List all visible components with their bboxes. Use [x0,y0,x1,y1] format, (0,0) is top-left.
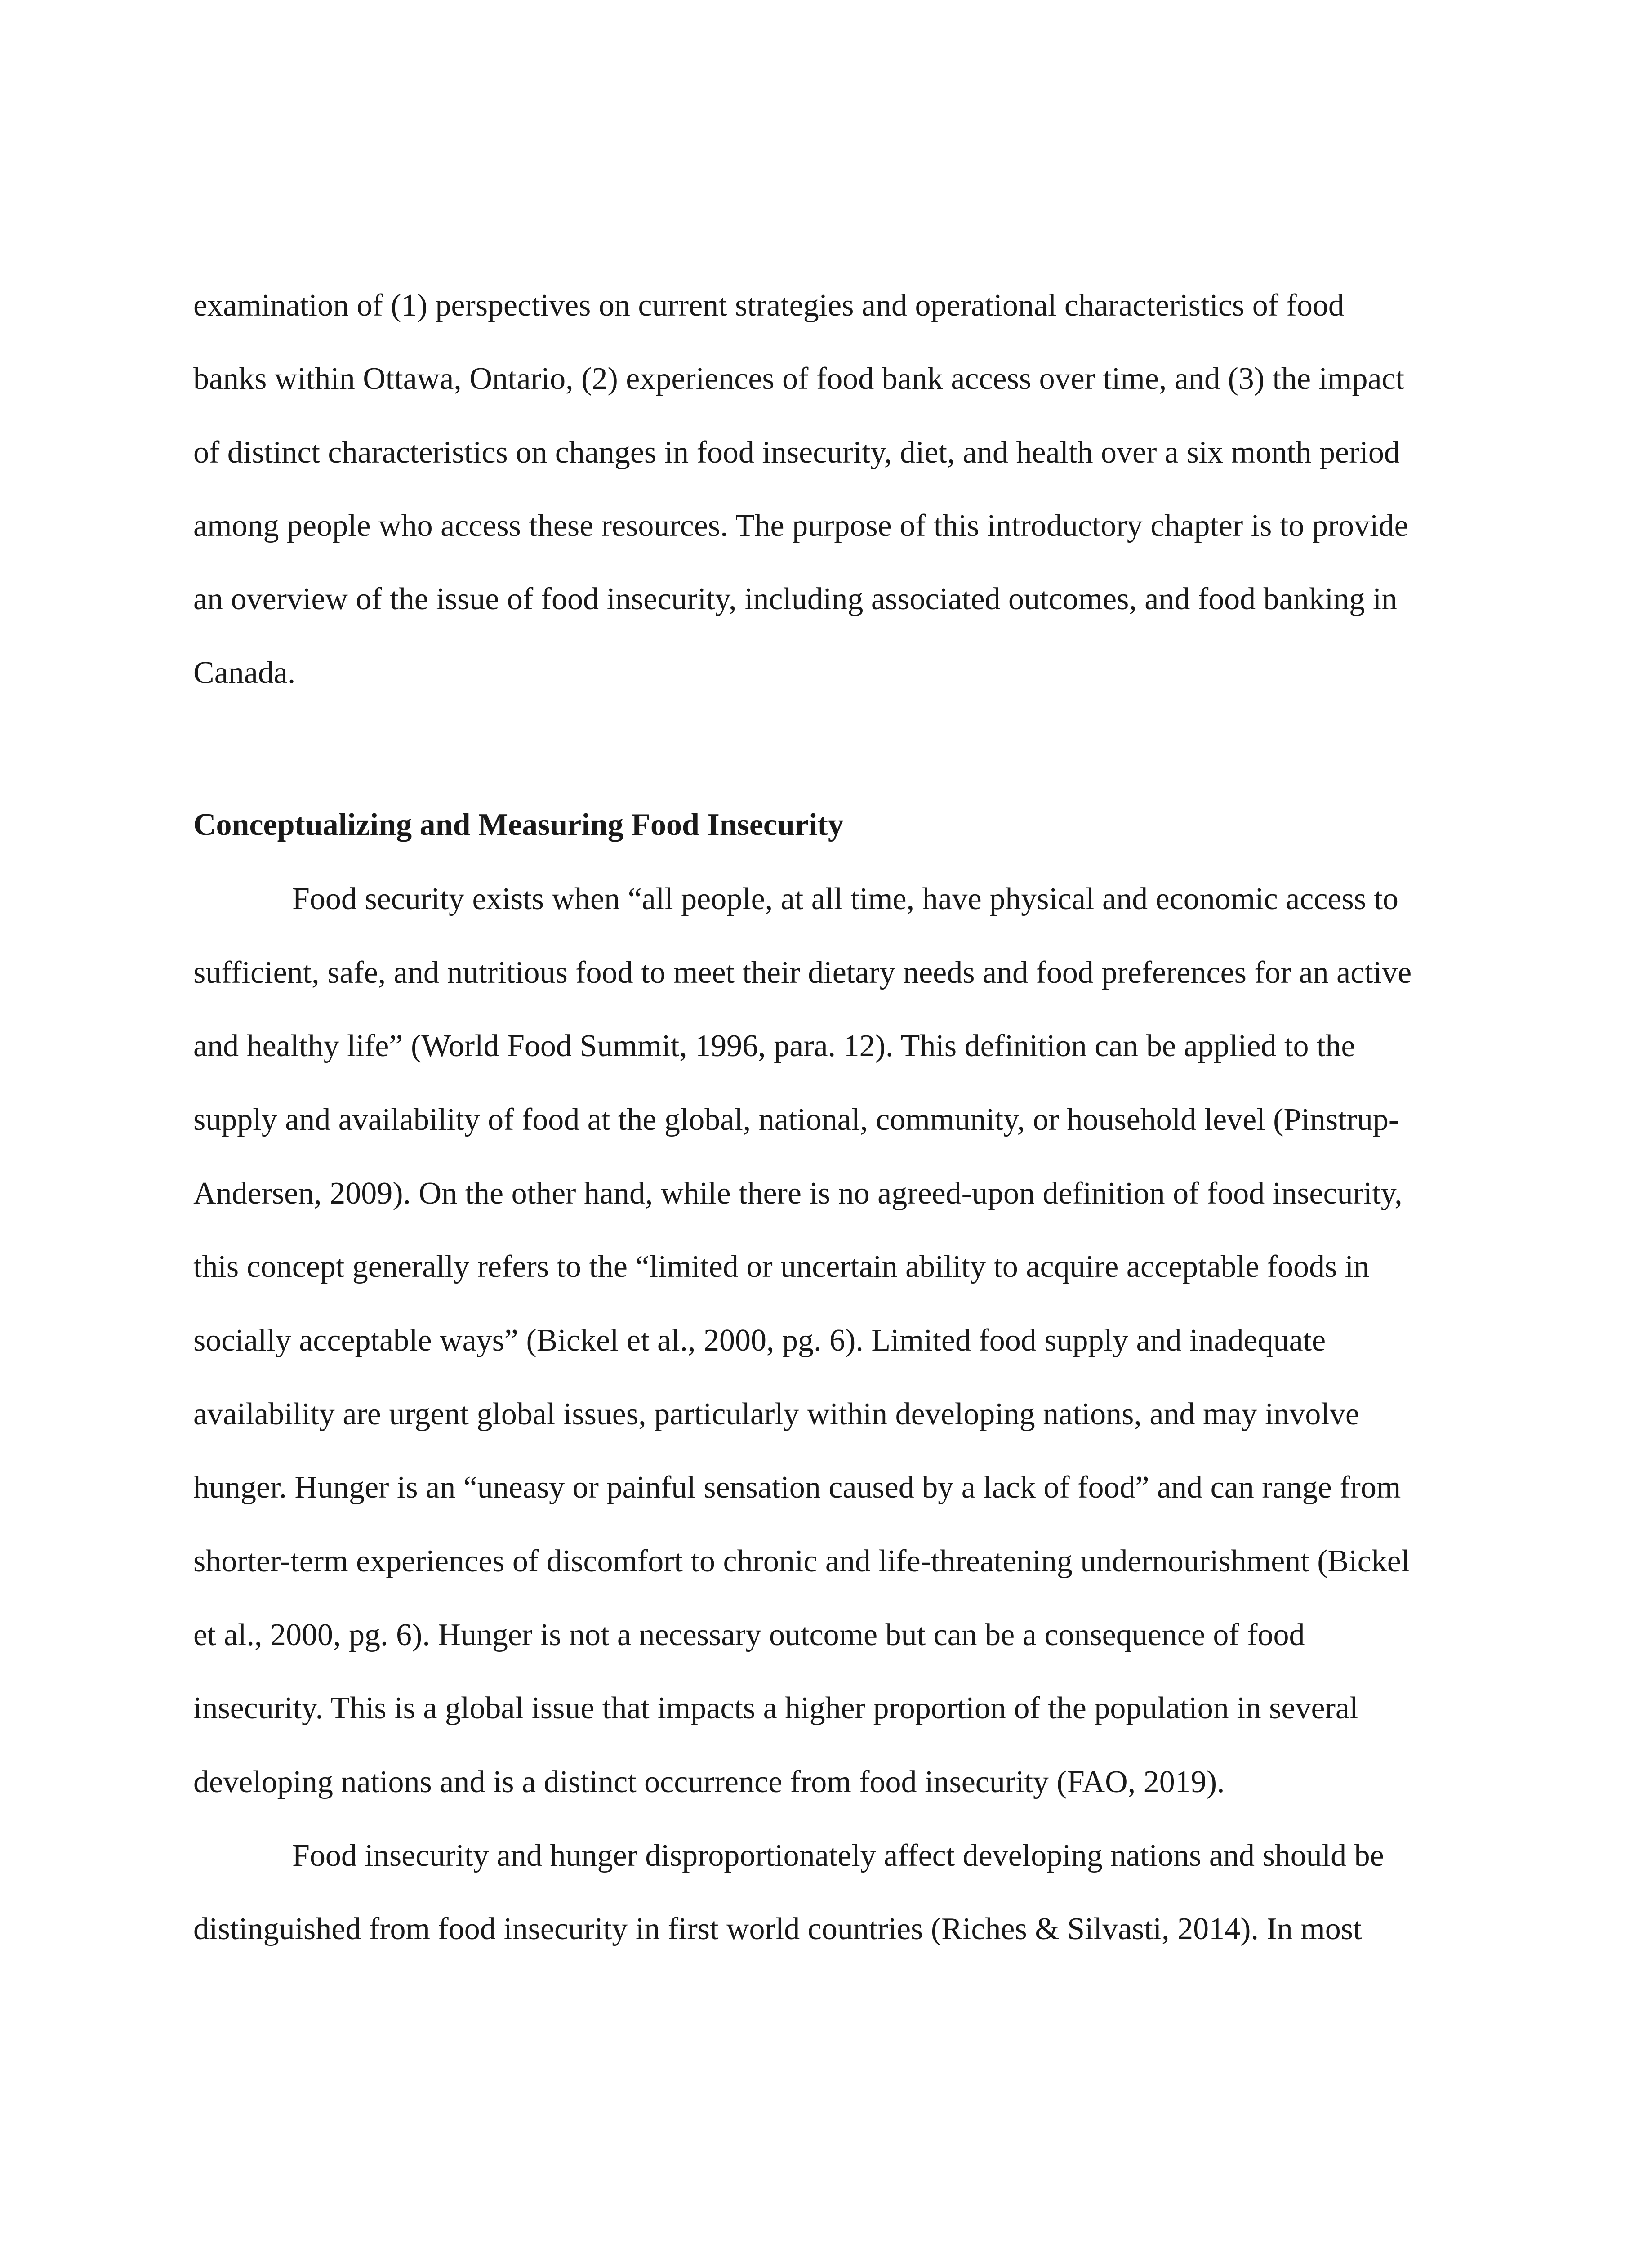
paragraph-line: sufficient, safe, and nutritious food to meet their dietary needs and food preferences for an active [193,955,1412,990]
paragraph-line: insecurity. This is a global issue that impacts a higher proportion of the population in several [193,1691,1358,1726]
paragraph-line: et al., 2000, pg. 6). Hunger is not a necessary outcome but can be a consequence of food [193,1618,1305,1652]
paragraph-line: shorter-term experiences of discomfort to chronic and life-threatening undernourishment (Bickel [193,1544,1410,1579]
paragraph-line: of distinct characteristics on changes in food insecurity, diet, and health over a six month period [193,435,1400,470]
paragraph-line: Canada. [193,656,296,690]
paragraph-line: Andersen, 2009). On the other hand, while there is no agreed-upon definition of food insecurity, [193,1176,1403,1211]
paragraph-line: hunger. Hunger is an “uneasy or painful sensation caused by a lack of food” and can range from [193,1470,1401,1505]
paragraph-line: and healthy life” (World Food Summit, 1996, para. 12). This definition can be applied to the [193,1029,1355,1063]
paragraph-line: Food security exists when “all people, at all time, have physical and economic access to [292,882,1398,916]
paragraph-line: examination of (1) perspectives on current strategies and operational characteristics of food [193,288,1344,323]
section-heading: Conceptualizing and Measuring Food Insecurity [193,807,844,842]
paragraph-line: distinguished from food insecurity in first world countries (Riches & Silvasti, 2014). In most [193,1912,1362,1946]
paragraph-line: among people who access these resources. The purpose of this introductory chapter is to provide [193,508,1408,543]
paragraph-line: supply and availability of food at the global, national, community, or household level (Pinstrup- [193,1102,1399,1137]
paragraph-line: Food insecurity and hunger disproportionately affect developing nations and should be [292,1838,1384,1873]
paragraph-line: socially acceptable ways” (Bickel et al., 2000, pg. 6). Limited food supply and inadequate [193,1323,1326,1358]
paragraph-line: an overview of the issue of food insecurity, including associated outcomes, and food banking in [193,582,1398,616]
paragraph-line: banks within Ottawa, Ontario, (2) experiences of food bank access over time, and (3) the impact [193,361,1405,396]
paragraph-line: developing nations and is a distinct occurrence from food insecurity (FAO, 2019). [193,1765,1225,1799]
paragraph-line: this concept generally refers to the “limited or uncertain ability to acquire acceptable foods in [193,1249,1370,1284]
paragraph-line: availability are urgent global issues, particularly within developing nations, and may involve [193,1397,1359,1432]
